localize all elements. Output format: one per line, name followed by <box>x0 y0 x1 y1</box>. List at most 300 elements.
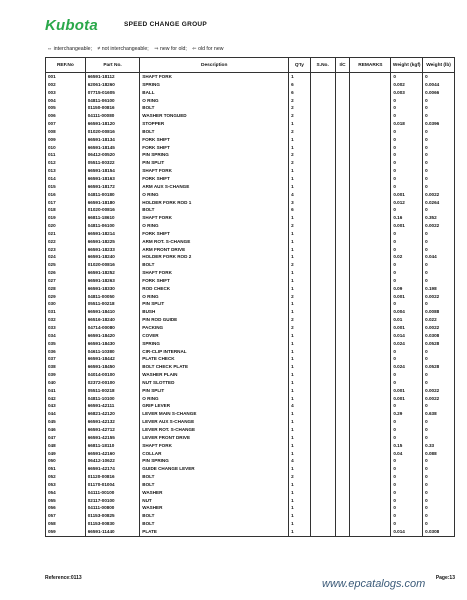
description-cell: WASHER TONGUED <box>140 112 289 120</box>
quantity-cell: 1 <box>289 167 311 175</box>
description-cell: PIN SPLIT <box>140 159 289 167</box>
header-ref-no: REF.No <box>46 58 86 73</box>
serial-no-cell <box>310 300 335 308</box>
weight-kgf-cell: 0 <box>391 159 423 167</box>
weight-lb-cell: 0 <box>423 481 455 489</box>
table-row <box>46 450 455 458</box>
ic-cell <box>335 238 350 246</box>
remarks-cell <box>350 512 391 520</box>
ic-cell <box>335 183 350 191</box>
ref-no-cell: 039 <box>46 371 86 379</box>
quantity-cell: 1 <box>289 520 311 528</box>
ref-no-cell: 057 <box>46 512 86 520</box>
table-row <box>46 402 455 410</box>
remarks-cell <box>350 465 391 473</box>
parts-table <box>45 57 455 537</box>
serial-no-cell <box>310 81 335 89</box>
header-remarks: REMARKS <box>350 58 391 73</box>
description-cell: SHAFT FORK <box>140 214 289 222</box>
remarks-cell <box>350 214 391 222</box>
description-cell: BOLT <box>140 512 289 520</box>
ic-cell <box>335 300 350 308</box>
part-no-cell: 66591-18112 <box>85 73 140 81</box>
part-no-cell: 04811-06100 <box>85 97 140 105</box>
quantity-cell: 1 <box>289 465 311 473</box>
part-no-cell: 06412-10622 <box>85 457 140 465</box>
description-cell: O RING <box>140 293 289 301</box>
weight-lb-cell: 0 <box>423 151 455 159</box>
ic-cell <box>335 465 350 473</box>
ic-cell <box>335 120 350 128</box>
ic-cell <box>335 261 350 269</box>
ref-no-cell: 005 <box>46 104 86 112</box>
part-no-cell: 06412-00520 <box>85 151 140 159</box>
weight-kgf-cell: 0.012 <box>391 199 423 207</box>
part-no-cell: 66591-18450 <box>85 363 140 371</box>
description-cell: BOLT <box>140 481 289 489</box>
weight-lb-cell: 0 <box>423 520 455 528</box>
quantity-cell: 1 <box>289 183 311 191</box>
remarks-cell <box>350 340 391 348</box>
ic-cell <box>335 230 350 238</box>
ref-no-cell: 035 <box>46 340 86 348</box>
ic-cell <box>335 434 350 442</box>
quantity-cell: 2 <box>289 112 311 120</box>
weight-lb-cell: 0 <box>423 426 455 434</box>
ic-cell <box>335 473 350 481</box>
interchangeability-legend <box>47 46 227 52</box>
weight-lb-cell: 0.0088 <box>423 308 455 316</box>
remarks-cell <box>350 269 391 277</box>
remarks-cell <box>350 450 391 458</box>
serial-no-cell <box>310 395 335 403</box>
weight-kgf-cell: 0 <box>391 104 423 112</box>
ic-cell <box>335 253 350 261</box>
weight-kgf-cell: 0.29 <box>391 410 423 418</box>
part-no-cell: 66591-18154 <box>85 167 140 175</box>
weight-lb-cell: 0 <box>423 402 455 410</box>
weight-lb-cell: 0.022 <box>423 316 455 324</box>
ic-cell <box>335 175 350 183</box>
description-cell: O RING <box>140 97 289 105</box>
weight-lb-cell: 0 <box>423 371 455 379</box>
part-no-cell: 66821-42120 <box>85 410 140 418</box>
quantity-cell: 2 <box>289 97 311 105</box>
serial-no-cell <box>310 89 335 97</box>
part-no-cell: 01150-00816 <box>85 104 140 112</box>
description-cell: BOLT <box>140 261 289 269</box>
remarks-cell <box>350 81 391 89</box>
weight-kgf-cell: 0.014 <box>391 528 423 536</box>
weight-lb-cell: 0 <box>423 355 455 363</box>
ic-cell <box>335 395 350 403</box>
quantity-cell: 1 <box>289 442 311 450</box>
quantity-cell: 1 <box>289 497 311 505</box>
quantity-cell: 1 <box>289 410 311 418</box>
description-cell: LEVER ROT. S-CHANGE <box>140 426 289 434</box>
weight-kgf-cell: 0.001 <box>391 222 423 230</box>
serial-no-cell <box>310 230 335 238</box>
part-no-cell: 66591-11440 <box>85 528 140 536</box>
weight-kgf-cell: 0 <box>391 112 423 120</box>
quantity-cell: 1 <box>289 340 311 348</box>
table-row <box>46 387 455 395</box>
part-no-cell: 66591-18225 <box>85 238 140 246</box>
table-row <box>46 222 455 230</box>
description-cell: PIN SPLIT <box>140 387 289 395</box>
description-cell: BOLT <box>140 206 289 214</box>
part-no-cell: 02372-00100 <box>85 379 140 387</box>
description-cell: NUT <box>140 497 289 505</box>
quantity-cell: 1 <box>289 308 311 316</box>
weight-kgf-cell: 0 <box>391 151 423 159</box>
table-row <box>46 504 455 512</box>
serial-no-cell <box>310 246 335 254</box>
weight-lb-cell: 0.0022 <box>423 293 455 301</box>
description-cell: WASHER PLAIN <box>140 371 289 379</box>
ref-no-cell: 004 <box>46 97 86 105</box>
part-no-cell: 66591-42712 <box>85 426 140 434</box>
quantity-cell: 2 <box>289 293 311 301</box>
weight-kgf-cell: 0.001 <box>391 191 423 199</box>
table-row <box>46 269 455 277</box>
remarks-cell <box>350 246 391 254</box>
header-weight-kgf: Weight (kgf) <box>391 58 423 73</box>
table-row <box>46 379 455 387</box>
table-row <box>46 395 455 403</box>
ref-no-cell: 006 <box>46 112 86 120</box>
serial-no-cell <box>310 316 335 324</box>
description-cell: BUSH <box>140 308 289 316</box>
weight-kgf-cell: 0 <box>391 434 423 442</box>
weight-lb-cell: 0.33 <box>423 442 455 450</box>
description-cell: BOLT <box>140 520 289 528</box>
weight-lb-cell: 0 <box>423 465 455 473</box>
description-cell: ARM FRONT DRIVE <box>140 246 289 254</box>
parts-table-body <box>46 73 455 537</box>
ref-no-cell: 054 <box>46 489 86 497</box>
part-no-cell: 66591-18330 <box>85 285 140 293</box>
ref-no-cell: 003 <box>46 89 86 97</box>
description-cell: SHAFT FORK <box>140 73 289 81</box>
remarks-cell <box>350 136 391 144</box>
reference-code: Reference:0113 <box>45 575 82 581</box>
ref-no-cell: 047 <box>46 434 86 442</box>
weight-lb-cell: 0.198 <box>423 285 455 293</box>
part-no-cell: 01020-00816 <box>85 128 140 136</box>
quantity-cell: 1 <box>289 277 311 285</box>
ref-no-cell: 037 <box>46 355 86 363</box>
description-cell: GRIP LEVER <box>140 402 289 410</box>
ic-cell <box>335 97 350 105</box>
remarks-cell <box>350 222 391 230</box>
remarks-cell <box>350 128 391 136</box>
weight-kgf-cell: 0 <box>391 277 423 285</box>
description-cell: LEVER FRONT DRIVE <box>140 434 289 442</box>
ref-no-cell: 013 <box>46 167 86 175</box>
description-cell: SHAFT FORK <box>140 167 289 175</box>
weight-kgf-cell: 0 <box>391 230 423 238</box>
ref-no-cell: 046 <box>46 426 86 434</box>
quantity-cell: 4 <box>289 191 311 199</box>
weight-kgf-cell: 0 <box>391 175 423 183</box>
quantity-cell: 1 <box>289 285 311 293</box>
description-cell: BOLT <box>140 128 289 136</box>
quantity-cell: 1 <box>289 238 311 246</box>
table-row <box>46 520 455 528</box>
table-row <box>46 104 455 112</box>
serial-no-cell <box>310 144 335 152</box>
weight-kgf-cell: 0 <box>391 246 423 254</box>
remarks-cell <box>350 363 391 371</box>
ref-no-cell: 016 <box>46 191 86 199</box>
serial-no-cell <box>310 402 335 410</box>
weight-kgf-cell: 0.001 <box>391 324 423 332</box>
ref-no-cell: 027 <box>46 277 86 285</box>
table-row <box>46 348 455 356</box>
serial-no-cell <box>310 465 335 473</box>
quantity-cell: 2 <box>289 128 311 136</box>
weight-lb-cell: 0.0022 <box>423 222 455 230</box>
ic-cell <box>335 442 350 450</box>
part-no-cell: 04111-00080 <box>85 112 140 120</box>
description-cell: PIN SPLIT <box>140 300 289 308</box>
table-row <box>46 246 455 254</box>
table-row <box>46 324 455 332</box>
table-row <box>46 128 455 136</box>
header-quantity: Q'ty <box>289 58 311 73</box>
quantity-cell: 1 <box>289 387 311 395</box>
header-serial-no: S.No. <box>310 58 335 73</box>
weight-lb-cell: 0.0396 <box>423 120 455 128</box>
ref-no-cell: 049 <box>46 450 86 458</box>
ic-cell <box>335 363 350 371</box>
part-no-cell: 66591-18252 <box>85 269 140 277</box>
ic-cell <box>335 167 350 175</box>
table-row <box>46 489 455 497</box>
remarks-cell <box>350 410 391 418</box>
ic-cell <box>335 293 350 301</box>
remarks-cell <box>350 371 391 379</box>
ic-cell <box>335 199 350 207</box>
table-row <box>46 457 455 465</box>
part-no-cell: 01153-00825 <box>85 512 140 520</box>
weight-kgf-cell: 0 <box>391 167 423 175</box>
weight-kgf-cell: 0.02 <box>391 253 423 261</box>
weight-kgf-cell: 0.004 <box>391 308 423 316</box>
part-no-cell: 02117-00100 <box>85 497 140 505</box>
quantity-cell: 1 <box>289 434 311 442</box>
part-no-cell: 01153-00830 <box>85 520 140 528</box>
table-row <box>46 214 455 222</box>
ref-no-cell: 025 <box>46 261 86 269</box>
weight-kgf-cell: 0 <box>391 136 423 144</box>
ref-no-cell: 031 <box>46 308 86 316</box>
serial-no-cell <box>310 434 335 442</box>
remarks-cell <box>350 159 391 167</box>
remarks-cell <box>350 120 391 128</box>
serial-no-cell <box>310 387 335 395</box>
ic-cell <box>335 512 350 520</box>
remarks-cell <box>350 497 391 505</box>
ref-no-cell: 030 <box>46 300 86 308</box>
ref-no-cell: 028 <box>46 285 86 293</box>
remarks-cell <box>350 418 391 426</box>
part-no-cell: 01120-00816 <box>85 473 140 481</box>
table-row <box>46 167 455 175</box>
quantity-cell: 1 <box>289 379 311 387</box>
description-cell: FORK SHIFT <box>140 230 289 238</box>
serial-no-cell <box>310 104 335 112</box>
ic-cell <box>335 73 350 81</box>
serial-no-cell <box>310 348 335 356</box>
ic-cell <box>335 410 350 418</box>
part-no-cell: 01020-00816 <box>85 206 140 214</box>
table-row <box>46 120 455 128</box>
table-row <box>46 473 455 481</box>
quantity-cell: 1 <box>289 214 311 222</box>
serial-no-cell <box>310 238 335 246</box>
weight-kgf-cell: 0 <box>391 402 423 410</box>
ref-no-cell: 023 <box>46 246 86 254</box>
ref-no-cell: 008 <box>46 128 86 136</box>
weight-lb-cell: 0 <box>423 473 455 481</box>
ref-no-cell: 040 <box>46 379 86 387</box>
remarks-cell <box>350 489 391 497</box>
weight-kgf-cell: 0 <box>391 497 423 505</box>
weight-lb-cell: 0 <box>423 159 455 167</box>
weight-kgf-cell: 0 <box>391 465 423 473</box>
ref-no-cell: 032 <box>46 316 86 324</box>
ic-cell <box>335 136 350 144</box>
remarks-cell <box>350 528 391 536</box>
remarks-cell <box>350 308 391 316</box>
ref-no-cell: 029 <box>46 293 86 301</box>
table-row <box>46 332 455 340</box>
weight-lb-cell: 0 <box>423 246 455 254</box>
ref-no-cell: 009 <box>46 136 86 144</box>
ref-no-cell: 033 <box>46 324 86 332</box>
ic-cell <box>335 159 350 167</box>
weight-lb-cell: 0 <box>423 434 455 442</box>
quantity-cell: 2 <box>289 159 311 167</box>
ref-no-cell: 012 <box>46 159 86 167</box>
ref-no-cell: 015 <box>46 183 86 191</box>
ic-cell <box>335 89 350 97</box>
serial-no-cell <box>310 159 335 167</box>
legend-not-interchangeable: ≠ not interchangeable; <box>97 46 149 52</box>
remarks-cell <box>350 379 391 387</box>
quantity-cell: 2 <box>289 473 311 481</box>
ic-cell <box>335 104 350 112</box>
remarks-cell <box>350 402 391 410</box>
quantity-cell: 1 <box>289 246 311 254</box>
table-row <box>46 261 455 269</box>
remarks-cell <box>350 277 391 285</box>
quantity-cell: 1 <box>289 269 311 277</box>
remarks-cell <box>350 191 391 199</box>
remarks-cell <box>350 395 391 403</box>
serial-no-cell <box>310 520 335 528</box>
weight-kgf-cell: 0 <box>391 128 423 136</box>
quantity-cell: 4 <box>289 402 311 410</box>
serial-no-cell <box>310 277 335 285</box>
part-no-cell: 05511-00218 <box>85 300 140 308</box>
serial-no-cell <box>310 151 335 159</box>
weight-kgf-cell: 0 <box>391 269 423 277</box>
remarks-cell <box>350 457 391 465</box>
ic-cell <box>335 144 350 152</box>
quantity-cell: 1 <box>289 528 311 536</box>
weight-kgf-cell: 0 <box>391 418 423 426</box>
description-cell: LEVER MAIN S-CHANGE <box>140 410 289 418</box>
remarks-cell <box>350 300 391 308</box>
weight-lb-cell: 0 <box>423 269 455 277</box>
remarks-cell <box>350 183 391 191</box>
part-no-cell: 66591-42111 <box>85 402 140 410</box>
table-row <box>46 285 455 293</box>
ref-no-cell: 050 <box>46 457 86 465</box>
serial-no-cell <box>310 175 335 183</box>
quantity-cell: 1 <box>289 348 311 356</box>
serial-no-cell <box>310 308 335 316</box>
table-row <box>46 528 455 536</box>
weight-lb-cell: 0 <box>423 230 455 238</box>
weight-kgf-cell: 0 <box>391 481 423 489</box>
description-cell: BOLT CHECK PLATE <box>140 363 289 371</box>
weight-kgf-cell: 0.014 <box>391 332 423 340</box>
part-no-cell: 66516-18240 <box>85 316 140 324</box>
ref-no-cell: 052 <box>46 473 86 481</box>
ic-cell <box>335 128 350 136</box>
weight-lb-cell: 0.0044 <box>423 81 455 89</box>
part-no-cell: 66591-18180 <box>85 199 140 207</box>
serial-no-cell <box>310 497 335 505</box>
table-row <box>46 151 455 159</box>
remarks-cell <box>350 473 391 481</box>
ref-no-cell: 053 <box>46 481 86 489</box>
description-cell: PIN SPRING <box>140 457 289 465</box>
table-row <box>46 308 455 316</box>
table-row <box>46 144 455 152</box>
description-cell: SHAFT FORK <box>140 442 289 450</box>
part-no-cell: 04811-06100 <box>85 222 140 230</box>
part-no-cell: 66591-18263 <box>85 277 140 285</box>
quantity-cell: 1 <box>289 426 311 434</box>
weight-kgf-cell: 0.15 <box>391 442 423 450</box>
description-cell: HOLDER FORK ROD 2 <box>140 253 289 261</box>
weight-kgf-cell: 0 <box>391 489 423 497</box>
ic-cell <box>335 332 350 340</box>
part-no-cell: 66591-18163 <box>85 175 140 183</box>
weight-kgf-cell: 0 <box>391 300 423 308</box>
weight-lb-cell: 0.0022 <box>423 191 455 199</box>
ic-cell <box>335 528 350 536</box>
part-no-cell: 04111-00100 <box>85 489 140 497</box>
table-row <box>46 434 455 442</box>
weight-kgf-cell: 0.01 <box>391 316 423 324</box>
remarks-cell <box>350 199 391 207</box>
quantity-cell: 2 <box>289 261 311 269</box>
ic-cell <box>335 112 350 120</box>
weight-lb-cell: 0 <box>423 497 455 505</box>
serial-no-cell <box>310 183 335 191</box>
part-no-cell: 66591-18420 <box>85 332 140 340</box>
remarks-cell <box>350 504 391 512</box>
weight-kgf-cell: 0 <box>391 73 423 81</box>
remarks-cell <box>350 206 391 214</box>
weight-lb-cell: 0.0066 <box>423 89 455 97</box>
